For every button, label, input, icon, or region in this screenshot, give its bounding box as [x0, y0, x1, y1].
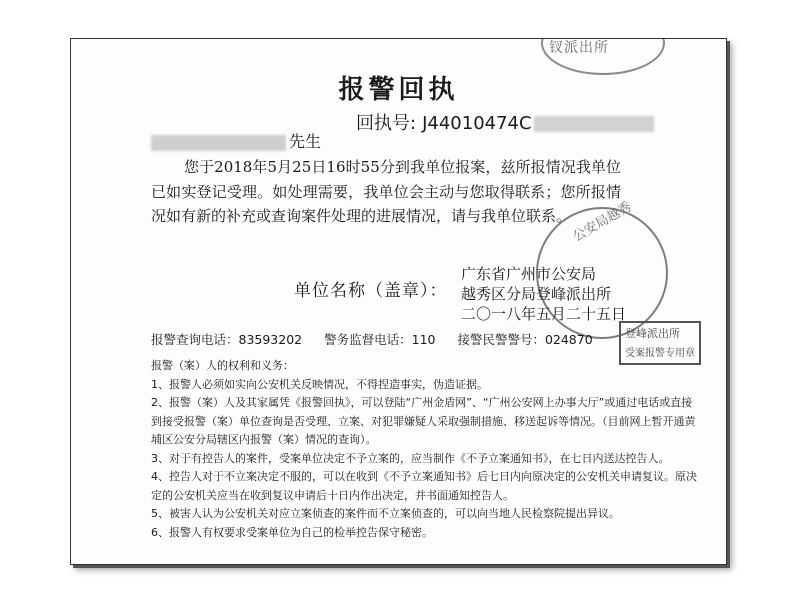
supervise-phone: 警务监督电话：110: [324, 332, 436, 347]
rights-and-obligations: [151, 357, 701, 542]
receipt-document: [70, 38, 727, 565]
unit-line-branch: 越秀区分局登峰派出所: [461, 285, 612, 303]
seal-text: 公安局越秀: [570, 199, 635, 245]
case-stamp-line2: 受案报警专用章: [625, 348, 695, 359]
rights-item-3: 3、对于有控告人的案件，受案单位决定不予立案的，应当制作《不予立案通知书》，在七日内送达控告人。: [151, 451, 670, 465]
unit-line-city: 广东省广州市公安局: [461, 265, 597, 283]
rights-item-4: 4、控告人对于不立案决定不服的，可以在收到《不予立案通知书》后七日内向原决定的公安机关申请复议。原决定的公安机关应当在收到复议申请后十日内作出决定，并书面通知控告人。: [151, 470, 697, 502]
redacted-name: [151, 135, 286, 151]
rights-item-6: 6、报警人有权要求受案单位为自己的检举控告保守秘密。: [151, 525, 433, 539]
contact-phones: [151, 330, 611, 348]
redaction-blur: [534, 116, 654, 132]
officer-number: 接警民警警号：024870: [457, 332, 593, 347]
unit-line-date: 二〇一八年五月二十五日: [461, 305, 627, 323]
addressee: [151, 129, 321, 152]
receipt-number: [356, 109, 654, 135]
document-title: 报警回执: [338, 75, 459, 105]
rights-heading: 报警（案）人的权利和义务：: [151, 359, 294, 372]
rights-item-1: 1、报警人必须如实向公安机关反映情况，不得捏造事实，伪造证据。: [151, 377, 488, 391]
body-paragraph: 您于2018年5月25日16时55分到我单位报案，兹所报情况我单位已如实登记受理。如处理需要，我单位会主动与您取得联系；您所报情况如有新的补充或查询案件处理的进展情况，请与我单位联系。: [151, 158, 621, 225]
case-stamp-line1: 登峰派出所: [625, 327, 680, 340]
top-stamp-text: 钗派出所: [549, 40, 609, 56]
receipt-number-label: 回执号:: [356, 113, 417, 134]
query-phone: 报警查询电话：83593202: [151, 332, 303, 347]
unit-info: [461, 264, 626, 324]
addressee-suffix: 先生: [289, 132, 322, 151]
receipt-number-value: J44010474C: [422, 113, 532, 134]
rights-item-2: 2、报警（案）人及其家属凭《报警回执》，可以登陆“广州金盾网”、“广州公安网上办事大厅”或通过电话或直接到接受报警（案）单位查询是否受理、立案、对犯罪嫌疑人采取强制措施、移送起诉等情况。（目前网上暂开通黄埔区公安分局辖区内报警（案）情况的查询）。: [151, 396, 696, 446]
rights-item-5: 5、被害人认为公安机关对应立案侦查的案件而不立案侦查的，可以向当地人民检察院提出异议。: [151, 507, 620, 520]
unit-name-label: 单位名称（盖章）：: [294, 281, 448, 301]
